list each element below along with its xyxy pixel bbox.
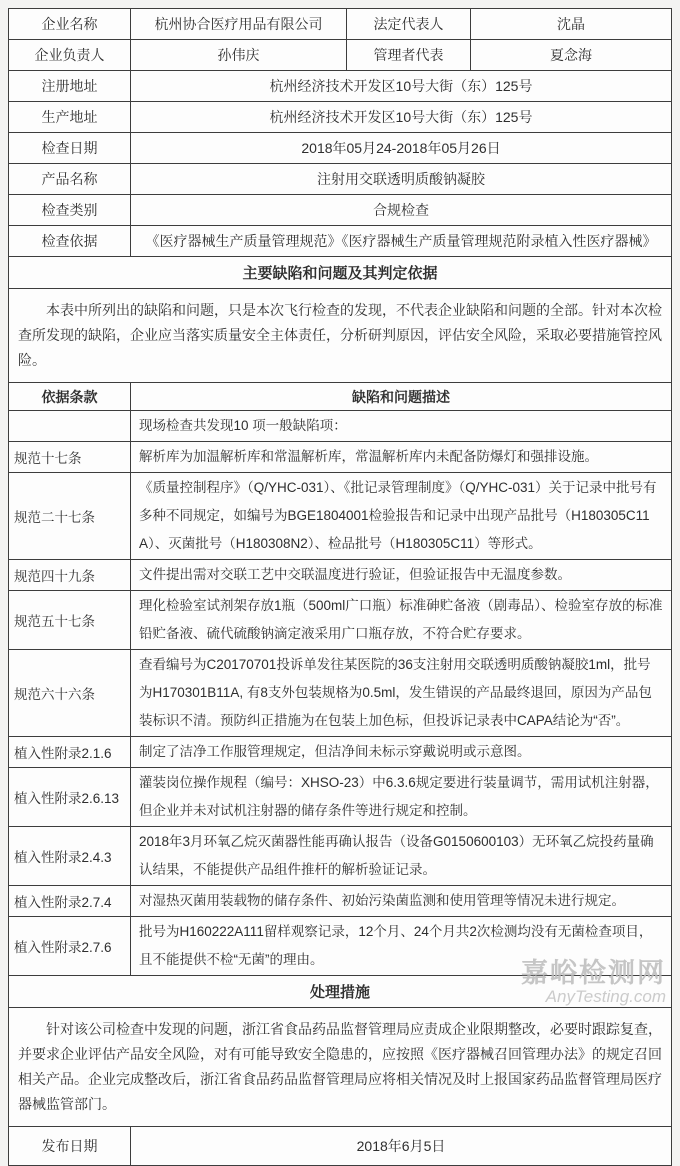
row-company [9, 9, 672, 40]
inspection-date-value: 2018年05月24-2018年05月26日 [131, 133, 672, 164]
actions-body-text: 针对该公司检查中发现的问题，浙江省食品药品监督管理局应责成企业限期整改，必要时跟踪复查，并要求企业评估产品安全风险，对有可能导致安全隐患的，应按照《医疗器械召回管理办法》的规定召回相关产品。企业完成整改后，浙江省食品药品监督管理局应将相关情况及时上报国家药品监督管理局医疗器械监管部门。 [18, 1021, 662, 1112]
row-inspection-type [9, 195, 672, 226]
row-release-date [9, 1127, 672, 1166]
row-inspection-date [9, 133, 672, 164]
row-responsible [9, 40, 672, 71]
mgmt-rep-value: 夏念海 [471, 40, 672, 71]
description-column-header: 缺陷和问题描述 [131, 383, 672, 411]
registered-address-value: 杭州经济技术开发区10号大街（东）125号 [131, 71, 672, 102]
defect-row [9, 411, 672, 442]
defect-row [9, 737, 672, 768]
row-product-name [9, 164, 672, 195]
defect-description: 查看编号为C20170701投诉单发往某医院的36支注射用交联透明质酸钠凝胶1ml，批号为H170301B11A, 有8支外包装规格为0.5ml，发生错误的产品最终退回，原因为产品包装标识不清。预防纠正措施为在包装上加色标，但投诉记录表中CAPA结论为“否”。 [131, 650, 672, 737]
legal-rep-label: 法定代表人 [347, 9, 471, 40]
row-production-address [9, 102, 672, 133]
defect-description: 现场检查共发现10 项一般缺陷项： [131, 411, 672, 442]
mgmt-rep-label: 管理者代表 [347, 40, 471, 71]
inspection-date-label: 检查日期 [9, 133, 131, 164]
company-head-label: 企业负责人 [9, 40, 131, 71]
defect-description: 文件提出需对交联工艺中交联温度进行验证，但验证报告中无温度参数。 [131, 560, 672, 591]
production-address-label: 生产地址 [9, 102, 131, 133]
defect-row [9, 886, 672, 917]
row-defects-header [9, 383, 672, 411]
defect-clause: 规范四十九条 [9, 560, 131, 591]
defect-description: 理化检验室试剂架存放1瓶（500ml广口瓶）标准砷贮备液（剧毒品）、检验室存放的标准铅贮备液、硫代硫酸钠滴定液采用广口瓶存放，不符合贮存要求。 [131, 591, 672, 650]
row-actions-body [9, 1008, 672, 1127]
actions-paragraph [9, 1008, 672, 1127]
defect-description: 灌装岗位操作规程（编号：XHSO-23）中6.3.6规定要进行装量调节，需用试机注射器，但企业并未对试机注射器的储存条件等进行规定和控制。 [131, 768, 672, 827]
defect-clause: 规范二十七条 [9, 473, 131, 560]
company-head-value: 孙伟庆 [131, 40, 347, 71]
defect-clause: 植入性附录2.7.6 [9, 917, 131, 976]
inspection-report-table [8, 8, 672, 1166]
defect-clause [9, 411, 131, 442]
legal-rep-value: 沈晶 [471, 9, 672, 40]
defects-intro-text: 本表中所列出的缺陷和问题，只是本次飞行检查的发现，不代表企业缺陷和问题的全部。针对本次检查所发现的缺陷，企业应当落实质量安全主体责任，分析研判原因，评估安全风险，采取必要措施管控风险。 [18, 302, 662, 368]
defects-intro-paragraph [9, 289, 672, 383]
clause-column-header: 依据条款 [9, 383, 131, 411]
defect-clause: 植入性附录2.6.13 [9, 768, 131, 827]
row-inspection-basis [9, 226, 672, 257]
inspection-basis-value: 《医疗器械生产质量管理规范》《医疗器械生产质量管理规范附录植入性医疗器械》 [131, 226, 672, 257]
defects-section-title: 主要缺陷和问题及其判定依据 [9, 257, 672, 289]
defect-clause: 植入性附录2.4.3 [9, 827, 131, 886]
defect-row [9, 917, 672, 976]
company-name-label: 企业名称 [9, 9, 131, 40]
actions-section-title: 处理措施 [9, 976, 672, 1008]
defect-clause: 规范十七条 [9, 442, 131, 473]
defect-clause: 规范五十七条 [9, 591, 131, 650]
defect-row [9, 650, 672, 737]
defect-row [9, 591, 672, 650]
defect-description: 《质量控制程序》（Q/YHC-031）、《批记录管理制度》（Q/YHC-031）关于记录中批号有多种不同规定，如编号为BGE1804001检验报告和记录中出现产品批号（H180305C11A）、灭菌批号（H180308N2）、检品批号（H180305C11）等形式。 [131, 473, 672, 560]
defect-row [9, 560, 672, 591]
inspection-type-label: 检查类别 [9, 195, 131, 226]
defect-description: 对湿热灭菌用装载物的储存条件、初始污染菌监测和使用管理等情况未进行规定。 [131, 886, 672, 917]
product-name-label: 产品名称 [9, 164, 131, 195]
inspection-type-value: 合规检查 [131, 195, 672, 226]
row-registered-address [9, 71, 672, 102]
watermark-site-url: AnyTesting.com [545, 987, 666, 1007]
defect-clause: 规范六十六条 [9, 650, 131, 737]
registered-address-label: 注册地址 [9, 71, 131, 102]
production-address-value: 杭州经济技术开发区10号大街（东）125号 [131, 102, 672, 133]
defect-clause: 植入性附录2.1.6 [9, 737, 131, 768]
row-actions-title [9, 976, 672, 1008]
row-defects-title [9, 257, 672, 289]
company-name-value: 杭州协合医疗用品有限公司 [131, 9, 347, 40]
defect-row [9, 768, 672, 827]
defect-row [9, 473, 672, 560]
release-date-label: 发布日期 [9, 1127, 131, 1166]
defect-description: 制定了洁净工作服管理规定，但洁净间未标示穿戴说明或示意图。 [131, 737, 672, 768]
product-name-value: 注射用交联透明质酸钠凝胶 [131, 164, 672, 195]
defect-row [9, 827, 672, 886]
defect-description: 2018年3月环氧乙烷灭菌器性能再确认报告（设备G0150600103）无环氧乙烷投药量确认结果，不能提供产品组件推杆的解析验证记录。 [131, 827, 672, 886]
watermark-site-name: 嘉峪检测网 [521, 957, 666, 988]
defect-description: 解析库为加温解析库和常温解析库，常温解析库内未配备防爆灯和强排设施。 [131, 442, 672, 473]
release-date-value: 2018年6月5日 [131, 1127, 672, 1166]
defect-description: 批号为H160222A111留样观察记录，12个月、24个月共2次检测均没有无菌检查项目，且不能提供不检“无菌”的理由。 [131, 917, 672, 976]
row-defects-intro [9, 289, 672, 383]
inspection-basis-label: 检查依据 [9, 226, 131, 257]
defect-row [9, 442, 672, 473]
defect-clause: 植入性附录2.7.4 [9, 886, 131, 917]
